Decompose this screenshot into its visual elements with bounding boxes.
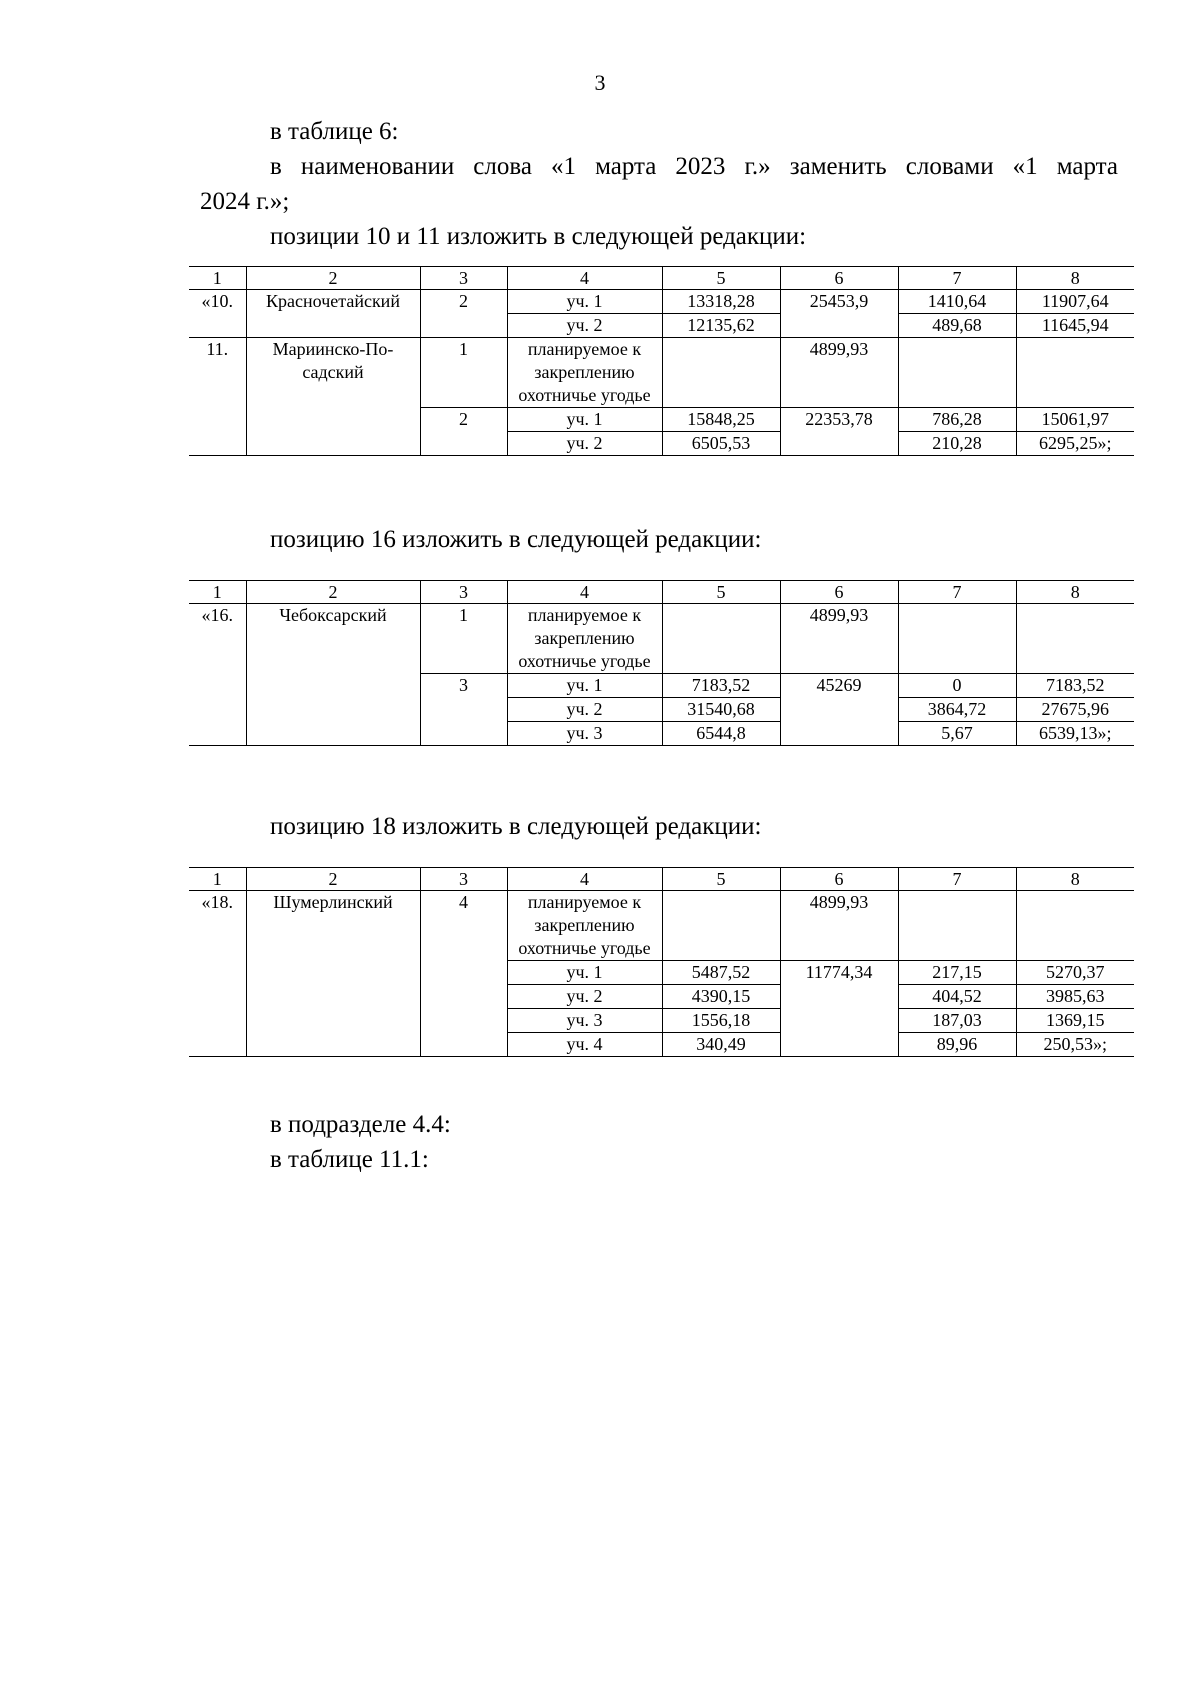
cell-col7 bbox=[898, 604, 1016, 674]
cell-col6: 11774,34 bbox=[780, 961, 898, 1057]
cell-col6: 4899,93 bbox=[780, 891, 898, 961]
cell-col7: 89,96 bbox=[898, 1033, 1016, 1057]
header-cell: 7 bbox=[898, 267, 1016, 290]
header-cell: 8 bbox=[1016, 581, 1134, 604]
header-cell: 3 bbox=[420, 868, 507, 891]
cell-col5 bbox=[662, 338, 780, 408]
cell-col7: 217,15 bbox=[898, 961, 1016, 985]
cell-col8 bbox=[1016, 891, 1134, 961]
header-cell: 1 bbox=[189, 868, 246, 891]
cell-col8: 6539,13»; bbox=[1016, 722, 1134, 746]
plot-label: уч. 2 bbox=[507, 314, 662, 338]
header-cell: 3 bbox=[420, 267, 507, 290]
header-cell: 4 bbox=[507, 581, 662, 604]
group-number: 4 bbox=[420, 891, 507, 1057]
intro-line-1: в таблице 6: bbox=[270, 118, 399, 145]
cell-col6: 45269 bbox=[780, 674, 898, 746]
cell-col6: 25453,9 bbox=[780, 290, 898, 338]
table-row bbox=[189, 891, 1134, 961]
outro-line-2: в таблице 11.1: bbox=[270, 1146, 429, 1173]
cell-col5: 5487,52 bbox=[662, 961, 780, 985]
plot-label: уч. 3 bbox=[507, 1009, 662, 1033]
outro-line-1: в подразделе 4.4: bbox=[270, 1111, 451, 1138]
cell-col7 bbox=[898, 891, 1016, 961]
table-header-row bbox=[189, 267, 1134, 290]
district-name: Шумерлинский bbox=[246, 891, 420, 1057]
plot-label: уч. 2 bbox=[507, 432, 662, 456]
intro-line-2b: 2024 г.»; bbox=[200, 188, 290, 215]
cell-col5: 12135,62 bbox=[662, 314, 780, 338]
plot-label: уч. 1 bbox=[507, 961, 662, 985]
cell-col5: 1556,18 bbox=[662, 1009, 780, 1033]
cell-col5: 7183,52 bbox=[662, 674, 780, 698]
header-cell: 8 bbox=[1016, 267, 1134, 290]
plot-label: планируемое к закреплению охотничье угодье bbox=[507, 604, 662, 674]
cell-col8: 250,53»; bbox=[1016, 1033, 1134, 1057]
cell-col7 bbox=[898, 338, 1016, 408]
header-cell: 1 bbox=[189, 267, 246, 290]
header-cell: 2 bbox=[246, 581, 420, 604]
cell-col8: 11645,94 bbox=[1016, 314, 1134, 338]
cell-col7: 3864,72 bbox=[898, 698, 1016, 722]
district-name: Чебоксарский bbox=[246, 604, 420, 746]
header-cell: 2 bbox=[246, 868, 420, 891]
group-number: 2 bbox=[420, 290, 507, 338]
paragraph-position-18: позицию 18 изложить в следующей редакции: bbox=[270, 813, 762, 840]
header-cell: 1 bbox=[189, 581, 246, 604]
cell-col8: 7183,52 bbox=[1016, 674, 1134, 698]
plot-label: уч. 2 bbox=[507, 698, 662, 722]
cell-col8: 6295,25»; bbox=[1016, 432, 1134, 456]
position-number: «10. bbox=[189, 290, 246, 338]
cell-col5: 13318,28 bbox=[662, 290, 780, 314]
cell-col8: 11907,64 bbox=[1016, 290, 1134, 314]
group-number: 2 bbox=[420, 408, 507, 456]
cell-col5: 4390,15 bbox=[662, 985, 780, 1009]
cell-col7: 210,28 bbox=[898, 432, 1016, 456]
header-cell: 5 bbox=[662, 868, 780, 891]
table-positions-10-11 bbox=[189, 266, 1134, 456]
cell-col7: 187,03 bbox=[898, 1009, 1016, 1033]
paragraph-position-16: позицию 16 изложить в следующей редакции: bbox=[270, 526, 762, 553]
header-cell: 4 bbox=[507, 267, 662, 290]
cell-col5: 6505,53 bbox=[662, 432, 780, 456]
cell-col7: 786,28 bbox=[898, 408, 1016, 432]
position-number: «16. bbox=[189, 604, 246, 746]
group-number: 3 bbox=[420, 674, 507, 746]
table-position-18 bbox=[189, 867, 1134, 1057]
header-cell: 7 bbox=[898, 868, 1016, 891]
table-row bbox=[189, 338, 1134, 408]
cell-col7: 1410,64 bbox=[898, 290, 1016, 314]
plot-label: уч. 1 bbox=[507, 408, 662, 432]
plot-label: уч. 4 bbox=[507, 1033, 662, 1057]
cell-col7: 5,67 bbox=[898, 722, 1016, 746]
table-header-row bbox=[189, 581, 1134, 604]
cell-col8 bbox=[1016, 338, 1134, 408]
header-cell: 6 bbox=[780, 267, 898, 290]
header-cell: 5 bbox=[662, 267, 780, 290]
plot-label: планируемое к закреплению охотничье угодье bbox=[507, 338, 662, 408]
plot-label: уч. 2 bbox=[507, 985, 662, 1009]
cell-col5: 31540,68 bbox=[662, 698, 780, 722]
header-cell: 4 bbox=[507, 868, 662, 891]
plot-label: уч. 1 bbox=[507, 290, 662, 314]
table-position-16 bbox=[189, 580, 1134, 746]
table-row bbox=[189, 604, 1134, 674]
cell-col8: 5270,37 bbox=[1016, 961, 1134, 985]
intro-line-2a: в наименовании слова «1 марта 2023 г.» заменить словами «1 марта bbox=[270, 153, 1118, 180]
cell-col5: 340,49 bbox=[662, 1033, 780, 1057]
header-cell: 3 bbox=[420, 581, 507, 604]
position-number: «18. bbox=[189, 891, 246, 1057]
header-cell: 7 bbox=[898, 581, 1016, 604]
cell-col8 bbox=[1016, 604, 1134, 674]
cell-col6: 4899,93 bbox=[780, 604, 898, 674]
plot-label: уч. 1 bbox=[507, 674, 662, 698]
cell-col7: 489,68 bbox=[898, 314, 1016, 338]
header-cell: 6 bbox=[780, 581, 898, 604]
position-number: 11. bbox=[189, 338, 246, 456]
cell-col8: 15061,97 bbox=[1016, 408, 1134, 432]
cell-col7: 0 bbox=[898, 674, 1016, 698]
cell-col6: 22353,78 bbox=[780, 408, 898, 456]
cell-col8: 1369,15 bbox=[1016, 1009, 1134, 1033]
cell-col8: 27675,96 bbox=[1016, 698, 1134, 722]
cell-col8: 3985,63 bbox=[1016, 985, 1134, 1009]
page-number: 3 bbox=[594, 70, 606, 95]
group-number: 1 bbox=[420, 338, 507, 408]
table-header-row bbox=[189, 868, 1134, 891]
cell-col5: 15848,25 bbox=[662, 408, 780, 432]
header-cell: 2 bbox=[246, 267, 420, 290]
group-number: 1 bbox=[420, 604, 507, 674]
district-name: Мариинско-По-садский bbox=[246, 338, 420, 456]
cell-col7: 404,52 bbox=[898, 985, 1016, 1009]
district-name: Красночетайский bbox=[246, 290, 420, 338]
header-cell: 5 bbox=[662, 581, 780, 604]
cell-col5 bbox=[662, 891, 780, 961]
table-row bbox=[189, 290, 1134, 314]
cell-col5: 6544,8 bbox=[662, 722, 780, 746]
intro-line-3: позиции 10 и 11 изложить в следующей редакции: bbox=[270, 223, 807, 250]
plot-label: уч. 3 bbox=[507, 722, 662, 746]
plot-label: планируемое к закреплению охотничье угодье bbox=[507, 891, 662, 961]
cell-col5 bbox=[662, 604, 780, 674]
header-cell: 8 bbox=[1016, 868, 1134, 891]
cell-col6: 4899,93 bbox=[780, 338, 898, 408]
header-cell: 6 bbox=[780, 868, 898, 891]
